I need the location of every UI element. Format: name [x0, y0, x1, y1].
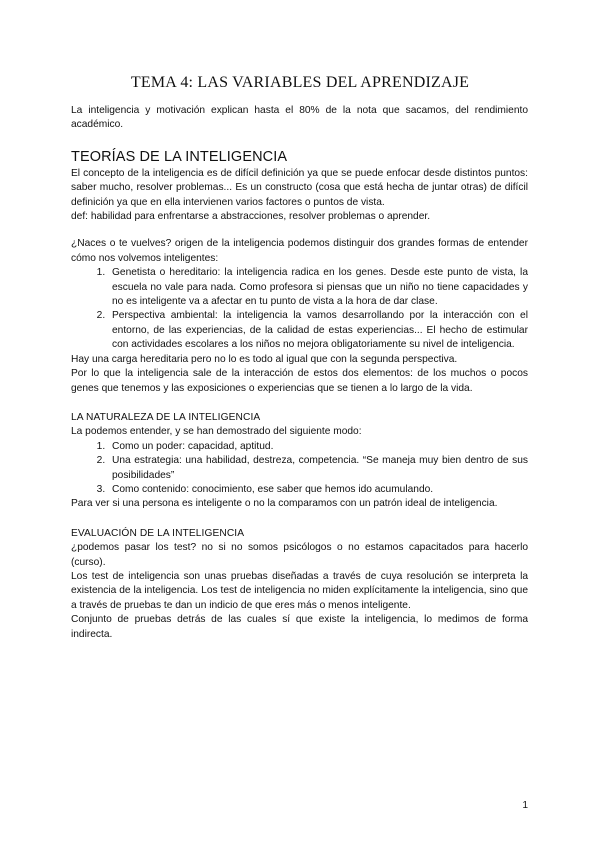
spacer — [71, 396, 528, 411]
list-item: 2. Una estrategia: una habilidad, destreza, competencia. “Se maneja muy bien dentro de sus posibilidades” — [108, 454, 528, 483]
spacer — [71, 224, 528, 237]
section1-paragraph-4: Hay una carga hereditaria pero no lo es todo al igual que con la segunda perspectiva. — [71, 353, 458, 365]
page-number: 1 — [522, 800, 528, 811]
section-heading-naturaleza: LA NATURALEZA DE LA INTELIGENCIA — [71, 411, 261, 423]
document-body — [71, 104, 528, 642]
section3-paragraph-1: ¿podemos pasar los test? no si no somos psicólogos o no estamos capacitados para hacerlo (curso). — [71, 542, 528, 568]
section2-paragraph-1: La podemos entender, y se han demostrado del siguiente modo: — [71, 426, 362, 438]
section1-paragraph-3: ¿Naces o te vuelves? origen de la inteligencia podemos distinguir dos grandes formas de entender cómo nos volvemos inteligentes: — [71, 238, 528, 264]
list-item: 3. Como contenido: conocimiento, ese saber que hemos ido acumulando. — [108, 483, 528, 497]
section3-paragraph-2: Los test de inteligencia son unas pruebas diseñadas a través de cuya resolución se interpreta la existencia de la inteligencia. Los test de inteligencia no miden explícitamente la inteligencia, sino que a través de pruebas te dan un indicio de que eres más o menos inteligente. — [71, 570, 528, 611]
nature-list — [71, 440, 528, 498]
section2-paragraph-2: Para ver si una persona es inteligente o no la comparamos con un patrón ideal de inteligencia. — [71, 498, 498, 510]
section3-paragraph-3: Conjunto de pruebas detrás de las cuales sí que existe la inteligencia, lo medimos de forma indirecta. — [71, 614, 528, 640]
spacer — [71, 133, 528, 148]
list-item: 2. Perspectiva ambiental: la inteligencia la vamos desarrollando por la interacción con el entorno, de las experiencias, de la calidad de estas experiencias... El hecho de estimular con actividades escolares a los niños no mejora obligatoriamente su nivel de inteligencia. — [108, 309, 528, 352]
section-heading-evaluacion: EVALUACIÓN DE LA INTELIGENCIA — [71, 527, 245, 539]
section1-paragraph-1: El concepto de la inteligencia es de difícil definición ya que se puede enfocar desde distintos puntos: saber mucho, resolver problemas... Es un constructo (cosa que está hecha de juntar otras) de difícil definición ya que en ella intervienen varios factores o puntos de vista. — [71, 167, 528, 208]
origin-list — [71, 266, 528, 352]
intro-paragraph: La inteligencia y motivación explican hasta el 80% de la nota que sacamos, del rendimiento académico. — [71, 105, 528, 131]
section1-paragraph-2: def: habilidad para enfrentarse a abstracciones, resolver problemas o aprender. — [71, 211, 431, 223]
list-item: 1. Como un poder: capacidad, aptitud. — [108, 440, 528, 454]
section1-paragraph-5: Por lo que la inteligencia sale de la interacción de estos dos elementos: de los muchos o pocos genes que tenemos y las exposiciones o experiencias que se tienen a lo largo de la vida. — [71, 368, 528, 394]
section-heading-teorias: TEORÍAS DE LA INTELIGENCIA — [71, 148, 288, 165]
spacer — [71, 512, 528, 527]
list-item: 1. Genetista o hereditario: la inteligencia radica en los genes. Desde este punto de vista, la escuela no vale para nada. Como profesora si piensas que un niño no tiene capacidades y no es inteligente va a afectar en tu punto de vista a la hora de dar clase. — [108, 266, 528, 309]
document-title: TEMA 4: LAS VARIABLES DEL APRENDIZAJE — [130, 74, 470, 91]
